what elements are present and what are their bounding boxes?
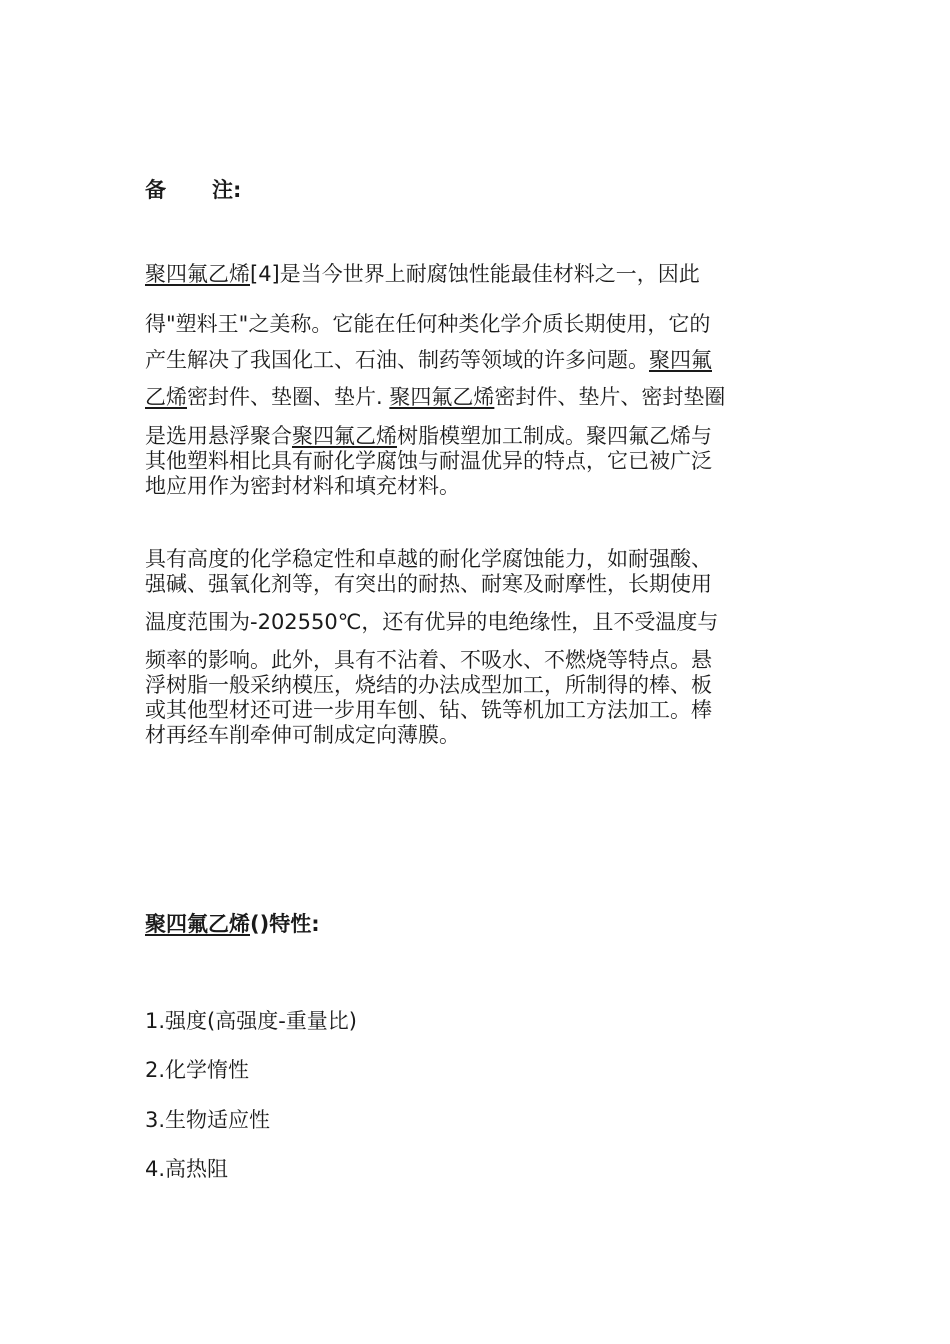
para1-line-4 — [145, 385, 810, 409]
para1-text: [4]是当今世界上耐腐蚀性能最佳材料之一，因此 — [250, 262, 700, 286]
note-heading — [145, 174, 241, 204]
property-item: 2.化学惰性 — [145, 1058, 250, 1082]
para1-text: 是选用悬浮聚合 — [145, 424, 292, 448]
para1-text: 密封件、垫圈、垫片. — [187, 385, 390, 409]
para1-line-7 — [145, 474, 810, 498]
para1-text: 其他塑料相比具有耐化学腐蚀与耐温优异的特点，它已被广泛 — [145, 449, 712, 473]
para1-line-1 — [145, 262, 810, 286]
para2-line-1: 具有高度的化学稳定性和卓越的耐化学腐蚀能力，如耐强酸、 — [145, 547, 712, 571]
ptfe-link[interactable]: 聚四氟乙烯 — [389, 385, 495, 409]
ptfe-link[interactable]: 聚四氟 — [649, 348, 712, 372]
property-item: 1.强度(高强度-重量比) — [145, 1009, 357, 1033]
para1-line-6 — [145, 449, 810, 473]
para2-line-7: 材再经车削牵伸可制成定向薄膜。 — [145, 723, 460, 747]
ptfe-link[interactable]: 聚四氟乙烯 — [292, 424, 397, 448]
ptfe-link[interactable]: 聚四氟乙烯 — [145, 912, 250, 936]
properties-heading — [145, 908, 320, 938]
para2-line-3: 温度范围为-202550℃，还有优异的电绝缘性，且不受温度与 — [145, 610, 719, 634]
ptfe-link[interactable]: 乙烯 — [145, 385, 187, 409]
para2-line-4: 频率的影响。此外，具有不沾着、不吸水、不燃烧等特点。悬 — [145, 648, 712, 672]
para1-text: 树脂模塑加工制成。聚四氟乙烯与 — [397, 424, 712, 448]
para1-line-3 — [145, 348, 810, 372]
ptfe-link[interactable]: 聚四氟乙烯 — [145, 262, 250, 286]
para2-line-5: 浮树脂一般采纳模压，烧结的办法成型加工，所制得的棒、板 — [145, 673, 712, 697]
note-label-part2: 注: — [212, 178, 242, 202]
para1-text: 密封件、垫片、密封垫圈 — [494, 385, 726, 409]
para1-text: 地应用作为密封材料和填充材料。 — [145, 474, 460, 498]
para1-text: 产生解决了我国化工、石油、制药等领域的许多问题。 — [145, 348, 649, 372]
property-item: 3.生物适应性 — [145, 1108, 271, 1132]
para1-line-2 — [145, 312, 810, 336]
properties-heading-text: ()特性: — [250, 912, 320, 936]
property-item: 4.高热阻 — [145, 1157, 229, 1181]
para2-line-6: 或其他型材还可进一步用车刨、钻、铣等机加工方法加工。棒 — [145, 698, 712, 722]
note-label-part1: 备 — [145, 178, 166, 202]
para2-line-2: 强碱、强氧化剂等，有突出的耐热、耐寒及耐摩性，长期使用 — [145, 572, 712, 596]
para1-text: 得"塑料王"之美称。它能在任何种类化学介质长期使用，它的 — [145, 312, 711, 336]
para1-line-5 — [145, 424, 810, 448]
